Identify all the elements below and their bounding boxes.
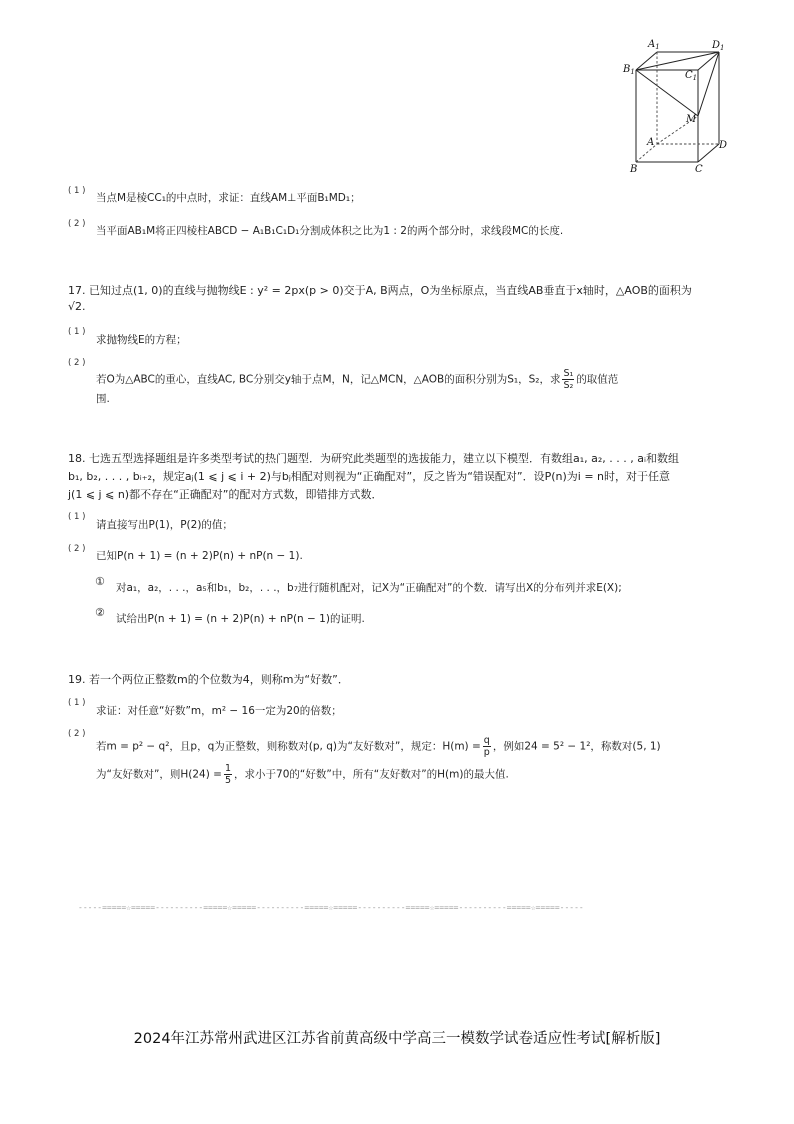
q18-stem-line2: b₁, b₂, . . . , bᵢ₊₂，规定aⱼ(1 ⩽ j ⩽ i + 2)与bⱼ相配对则视为“正确配对”，反之皆为“错误配对”．设P(n)为i = n时，对于任意: [68, 470, 671, 483]
q16-part2-number: ( 2 ): [68, 219, 86, 229]
label-m: M: [686, 114, 697, 125]
q19-stem: 19. 若一个两位正整数m的个位数为4，则称m为“好数”．: [68, 673, 349, 686]
q17-part2-text: 若O为△ABC的重心，直线AC, BC分别交y轴于点M，N，记△MCN，△AOB的面积分别为S₁，S₂，求: [96, 373, 561, 386]
prism-figure: [618, 34, 734, 176]
page-divider: -----=====☆=====----------=====☆=====----------=====☆=====----------=====☆=====----------=====☆=====-----: [78, 903, 584, 912]
q19-h24-num: 1: [224, 763, 232, 774]
q17-frac-num: S₁: [563, 368, 574, 379]
q19-h-frac-num: q: [483, 735, 490, 746]
label-c1: C: [685, 70, 693, 81]
q18-part2-number: ( 2 ): [68, 544, 86, 554]
q19-part2-number: ( 2 ): [68, 729, 86, 739]
label-a: A: [647, 137, 655, 148]
svg-text:C1: $C_1$: [685, 70, 698, 82]
prism-diagram: [618, 34, 734, 176]
q17-part2-number: ( 2 ): [68, 358, 86, 368]
q19-part2-line1-b: ，例如24 = 5² − 1²，称数对(5, 1): [492, 740, 661, 753]
q17-frac-den: S₂: [563, 380, 574, 391]
q19-h-fraction: [483, 735, 491, 758]
q18-item2-mark: ②: [95, 606, 105, 619]
q17-part2-text-end: 的取值范: [576, 373, 619, 386]
q17-fraction: [562, 368, 574, 391]
q17-stem-line2: √2.: [68, 300, 86, 313]
svg-text:A1: $A_1$: [648, 39, 660, 51]
svg-text:D1: $D_1$: [712, 40, 725, 52]
svg-text:B1: $B_1$: [623, 64, 635, 76]
q18-part2-text: 已知P(n + 1) = (n + 2)P(n) + nP(n − 1).: [96, 550, 303, 562]
q16-part1-text: 当点M是棱CC₁的中点时，求证：直线AM⊥平面B₁MD₁；: [96, 192, 361, 204]
document-title: 2024年江苏常州武进区江苏省前黄高级中学高三一模数学试卷适应性考试[解析版]: [133, 1031, 661, 1047]
q17-stem-line1: 17. 已知过点(1, 0)的直线与抛物线E : y² = 2px(p > 0)交于A, B两点，O为坐标原点，当直线AB垂直于x轴时，△AOB的面积为: [68, 284, 692, 297]
q18-item2-text: 试给出P(n + 1) = (n + 2)P(n) + nP(n − 1)的证明.: [116, 613, 365, 625]
q18-stem-line1: 18. 七选五型选择题组是许多类型考试的热门题型．为研究此类题型的选拔能力，建立以下模型．有数组a₁, a₂, . . . , aᵢ和数组: [68, 452, 679, 465]
label-c: C: [695, 164, 703, 175]
q17-part1-text: 求抛物线E的方程；: [96, 334, 187, 346]
q18-stem-line3: j(1 ⩽ j ⩽ n)都不存在“正确配对”的配对方式数，即错排方式数．: [68, 488, 383, 501]
q17-part1-number: ( 1 ): [68, 327, 86, 337]
label-a1: A: [648, 39, 656, 50]
q18-part1-text: 请直接写出P(1)，P(2)的值；: [96, 519, 233, 531]
q17-part2-line1: [96, 368, 618, 391]
q16-part1-number: ( 1 ): [68, 186, 86, 196]
q19-part2-line1: [96, 735, 661, 758]
q19-h24-den: 5: [224, 775, 232, 786]
q19-part2-line2-a: 为“友好数对”，则H(24) =: [96, 768, 222, 781]
q19-part1-text: 求证：对任意“好数”m，m² − 16一定为20的倍数；: [96, 705, 342, 717]
q19-h-frac-den: p: [483, 747, 490, 758]
q19-part1-number: ( 1 ): [68, 698, 86, 708]
label-d1: D: [712, 40, 721, 51]
label-b1: B: [623, 64, 631, 75]
q18-item1-text: 对a₁，a₂，. . .，a₅和b₁，b₂，. . .，b₇进行随机配对，记X为“正确配对”的个数．请写出X的分布列并求E(X);: [116, 582, 622, 594]
q18-part1-number: ( 1 ): [68, 512, 86, 522]
q17-part2-line2: 围.: [96, 393, 110, 405]
q19-part2-line1-a: 若m = p² − q²，且p，q为正整数，则称数对(p, q)为“友好数对”，规定：H(m) =: [96, 740, 481, 753]
q18-item1-mark: ①: [95, 575, 105, 588]
q19-h24-fraction: [224, 763, 232, 786]
q19-part2-line2: [96, 763, 509, 786]
q19-part2-line2-b: ，求小于70的“好数”中，所有“友好数对”的H(m)的最大值.: [234, 768, 509, 781]
q16-part2-text: 当平面AB₁M将正四棱柱ABCD − A₁B₁C₁D₁分割成体积之比为1 : 2的两个部分时，求线段MC的长度.: [96, 225, 564, 237]
label-b: B: [630, 164, 638, 175]
label-d: D: [719, 140, 728, 151]
